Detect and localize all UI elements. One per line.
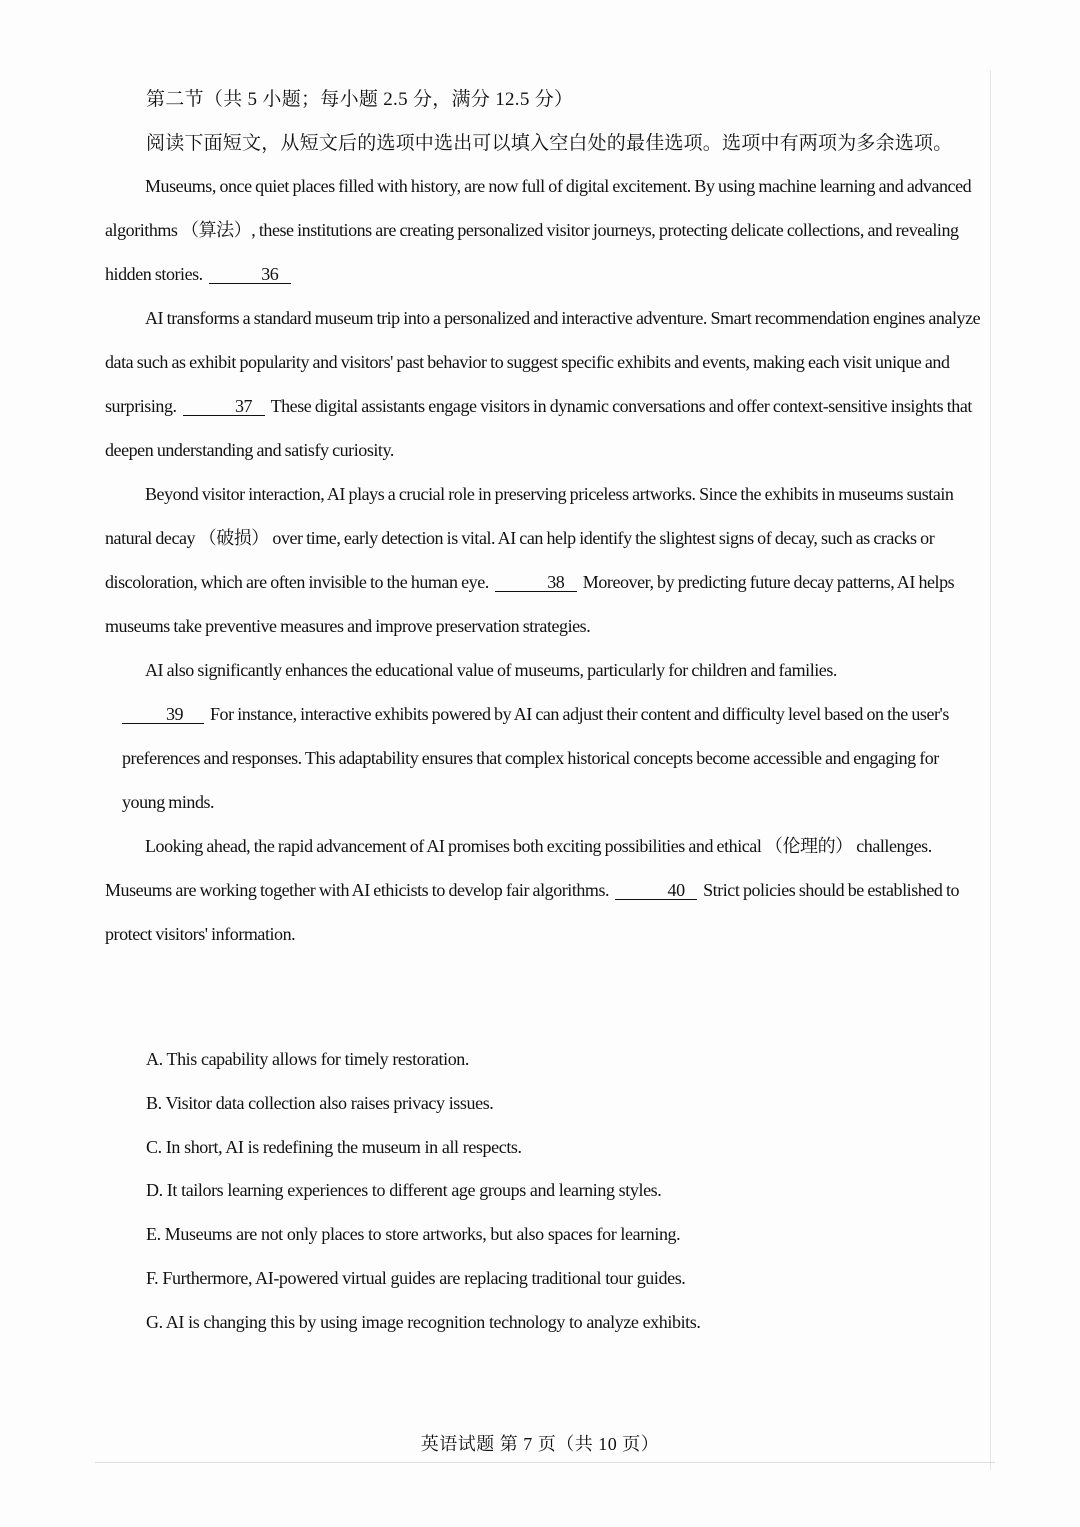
page-footer: 英语试题 第 7 页（共 10 页）	[420, 1434, 660, 1454]
section-instruction: 阅读下面短文，从短文后的选项中选出可以填入空白处的最佳选项。选项中有两项为多余选项。	[146, 133, 953, 154]
option-g: G. AI is changing this by using image recognition technology to analyze exhibits.	[146, 1311, 701, 1332]
option-d: D. It tailors learning experiences to different age groups and learning styles.	[146, 1180, 662, 1201]
paragraph-text: Looking ahead, the rapid advancement of AI promises both exciting possibilities and ethical （伦理的） challenges. Museums are working together with AI ethicists to develop fair algorithms.	[105, 836, 932, 900]
paragraph-2	[105, 296, 983, 472]
paragraph-5	[105, 824, 983, 956]
option-b: B. Visitor data collection also raises privacy issues.	[146, 1092, 494, 1113]
option-e: E. Museums are not only places to store artworks, but also spaces for learning.	[146, 1224, 681, 1245]
paragraph-3	[105, 472, 983, 648]
option-a: A. This capability allows for timely restoration.	[146, 1049, 469, 1069]
paragraph-text: Museums, once quiet places filled with history, are now full of digital excitement. By using machine learning and advanced algorithms （算法）, these institutions are creating personalized visitor journeys, protecting delicate collections, and revealing hidden stories.	[105, 176, 972, 284]
blank-37: 37	[183, 397, 265, 416]
paragraph-text: For instance, interactive exhibits powered by AI can adjust their content and difficulty level based on the user's preferences and responses. This adaptability ensures that complex historical concepts become accessible and engaging for young minds.	[122, 704, 949, 812]
paragraph-text: Strict policies should be established to protect visitors' information.	[105, 880, 960, 944]
answer-options	[146, 1038, 701, 1345]
paragraph-text: These digital assistants engage visitors in dynamic conversations and offer context-sensitive insights that deepen understanding and satisfy curiosity.	[105, 396, 972, 460]
paragraph-text: AI transforms a standard museum trip into a personalized and interactive adventure. Smart recommendation engines analyze data such as exhibit popularity and visitors' past behavior to suggest specific exhibits and events, making each visit unique and surprising.	[105, 308, 981, 416]
blank-40: 40	[615, 881, 697, 900]
paragraph-text: Moreover, by predicting future decay patterns, AI helps museums take preventive measures and improve preservation strategies.	[105, 572, 955, 636]
paragraph-text: Beyond visitor interaction, AI plays a crucial role in preserving priceless artworks. Since the exhibits in museums sustain natural decay （破损） over time, early detection is vital. AI can help identify the slightest signs of decay, such as cracks or discoloration, which are often invisible to the human eye.	[105, 484, 954, 592]
reading-passage	[105, 164, 983, 956]
blank-36: 36	[209, 265, 291, 284]
paragraph-text: AI also significantly enhances the educational value of museums, particularly for children and families.	[145, 660, 837, 680]
section-title: 第二节（共 5 小题；每小题 2.5 分，满分 12.5 分）	[146, 89, 574, 110]
option-c: C. In short, AI is redefining the museum in all respects.	[146, 1136, 522, 1157]
option-f: F. Furthermore, AI-powered virtual guides are replacing traditional tour guides.	[146, 1267, 686, 1288]
scan-edge	[990, 70, 991, 1470]
paragraph-1	[105, 164, 983, 296]
scan-edge	[95, 1462, 995, 1463]
blank-39: 39	[122, 705, 204, 724]
blank-38: 38	[495, 573, 577, 592]
paragraph-4	[105, 648, 983, 824]
